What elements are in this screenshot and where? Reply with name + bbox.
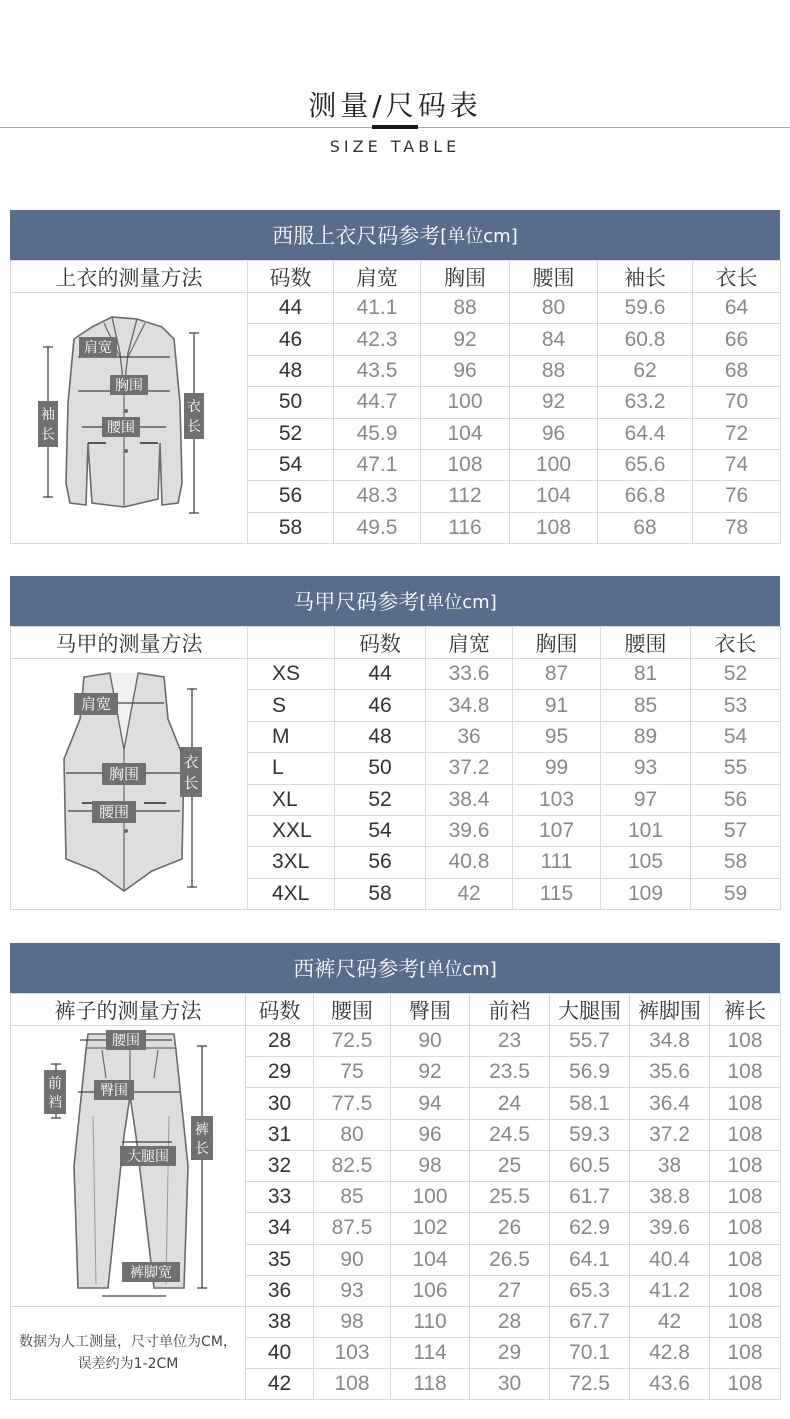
label-rise-1: 前 bbox=[47, 1076, 62, 1092]
size-code: 56 bbox=[335, 847, 426, 878]
table-cell: 23 bbox=[470, 1026, 550, 1057]
table-cell: 112 bbox=[421, 481, 510, 512]
pants-size-table bbox=[10, 993, 781, 1400]
table-cell: 67.7 bbox=[550, 1307, 630, 1338]
table-cell: 102 bbox=[391, 1213, 470, 1244]
table-cell: 47.1 bbox=[334, 449, 421, 480]
size-code: 34 bbox=[246, 1213, 314, 1244]
table-cell: 85 bbox=[601, 690, 691, 721]
table-cell: 58.1 bbox=[550, 1088, 630, 1119]
table-cell: 98 bbox=[391, 1150, 470, 1181]
table-cell: 36 bbox=[426, 721, 513, 752]
size-code: 32 bbox=[246, 1150, 314, 1181]
table-cell: 29 bbox=[470, 1338, 550, 1369]
size-code: 31 bbox=[246, 1119, 314, 1150]
size-code: 29 bbox=[246, 1057, 314, 1088]
column-header: 胸围 bbox=[421, 261, 510, 293]
label-length-2: 长 bbox=[194, 1141, 209, 1157]
table-cell: 66 bbox=[693, 324, 781, 355]
table-cell: 108 bbox=[710, 1026, 781, 1057]
table-cell: 91 bbox=[513, 690, 601, 721]
table-cell: 93 bbox=[601, 753, 691, 784]
size-code: 36 bbox=[246, 1275, 314, 1306]
column-header: 码数 bbox=[248, 261, 334, 293]
table-cell: 90 bbox=[391, 1026, 470, 1057]
label-waist: 腰围 bbox=[98, 803, 129, 821]
label-length-2: 长 bbox=[182, 774, 199, 792]
table-cell: 59.3 bbox=[550, 1119, 630, 1150]
label-sleeve-1: 袖 bbox=[40, 407, 55, 423]
table-cell: 34.8 bbox=[630, 1026, 710, 1057]
pants-unit-text: [单位cm] bbox=[419, 959, 497, 980]
table-cell: 80 bbox=[314, 1119, 391, 1150]
label-hem: 裤脚宽 bbox=[129, 1265, 172, 1281]
size-code: 56 bbox=[248, 481, 334, 512]
column-header: 衣长 bbox=[693, 261, 781, 293]
table-cell: 80 bbox=[510, 293, 598, 324]
table-cell: 105 bbox=[601, 847, 691, 878]
table-cell: 107 bbox=[513, 815, 601, 846]
column-header: 裤长 bbox=[710, 994, 781, 1026]
label-length-1: 衣 bbox=[186, 399, 201, 415]
page-title: 测量/尺码表 bbox=[308, 89, 482, 122]
table-cell: 35.6 bbox=[630, 1057, 710, 1088]
table-cell: 111 bbox=[513, 847, 601, 878]
table-cell: 87.5 bbox=[314, 1213, 391, 1244]
column-header: 肩宽 bbox=[334, 261, 421, 293]
size-code: 50 bbox=[248, 387, 334, 418]
table-cell: 93 bbox=[314, 1275, 391, 1306]
table-cell: 41.1 bbox=[334, 293, 421, 324]
column-header: 前裆 bbox=[470, 994, 550, 1026]
table-cell: 24 bbox=[470, 1088, 550, 1119]
size-code: 42 bbox=[246, 1369, 314, 1400]
table-cell: 57 bbox=[691, 815, 781, 846]
table-cell: 53 bbox=[691, 690, 781, 721]
table-cell: 37.2 bbox=[426, 753, 513, 784]
pants-size-section bbox=[10, 943, 780, 1397]
table-cell: 41.2 bbox=[630, 1275, 710, 1306]
table-cell: 82.5 bbox=[314, 1150, 391, 1181]
size-label: M bbox=[248, 721, 335, 752]
column-header: 裤脚围 bbox=[630, 994, 710, 1026]
pants-section-title bbox=[10, 943, 780, 993]
table-cell: 42 bbox=[630, 1307, 710, 1338]
table-header-row bbox=[11, 261, 781, 293]
column-header: 大腿围 bbox=[550, 994, 630, 1026]
vest-size-table bbox=[10, 626, 781, 910]
table-cell: 38.8 bbox=[630, 1182, 710, 1213]
size-code: 46 bbox=[248, 324, 334, 355]
vest-size-section bbox=[10, 576, 780, 908]
table-cell: 108 bbox=[710, 1057, 781, 1088]
size-label: S bbox=[248, 690, 335, 721]
column-header: 胸围 bbox=[513, 627, 601, 659]
table-cell: 98 bbox=[314, 1307, 391, 1338]
label-rise-2: 裆 bbox=[47, 1095, 62, 1111]
column-header: 衣长 bbox=[691, 627, 781, 659]
column-header: 腰围 bbox=[314, 994, 391, 1026]
size-code: 46 bbox=[335, 690, 426, 721]
table-cell: 59 bbox=[691, 878, 781, 909]
size-label: XXL bbox=[248, 815, 335, 846]
table-cell: 108 bbox=[710, 1213, 781, 1244]
table-cell: 108 bbox=[710, 1088, 781, 1119]
table-cell: 66.8 bbox=[598, 481, 693, 512]
table-cell: 108 bbox=[710, 1182, 781, 1213]
table-cell: 72 bbox=[693, 418, 781, 449]
table-cell: 62.9 bbox=[550, 1213, 630, 1244]
table-cell: 88 bbox=[510, 355, 598, 386]
header-accent-bar bbox=[372, 125, 418, 129]
size-label: XS bbox=[248, 659, 335, 690]
table-cell: 72.5 bbox=[550, 1369, 630, 1400]
label-shoulder: 肩宽 bbox=[83, 340, 112, 356]
table-cell: 92 bbox=[391, 1057, 470, 1088]
column-header bbox=[248, 627, 335, 659]
label-thigh: 大腿围 bbox=[126, 1149, 169, 1165]
table-cell: 39.6 bbox=[630, 1213, 710, 1244]
table-cell: 68 bbox=[693, 355, 781, 386]
vest-measure-diagram bbox=[12, 659, 247, 905]
table-cell: 39.6 bbox=[426, 815, 513, 846]
table-cell: 103 bbox=[513, 784, 601, 815]
table-cell: 95 bbox=[513, 721, 601, 752]
table-cell: 64 bbox=[693, 293, 781, 324]
table-header-row bbox=[11, 994, 781, 1026]
table-cell: 42.3 bbox=[334, 324, 421, 355]
table-cell: 108 bbox=[421, 449, 510, 480]
size-code: 58 bbox=[248, 512, 334, 543]
table-cell: 36.4 bbox=[630, 1088, 710, 1119]
table-cell: 78 bbox=[693, 512, 781, 543]
measurement-note: 数据为人工测量，尺寸单位为CM，误差约为1-2CM bbox=[11, 1307, 246, 1400]
table-cell: 108 bbox=[710, 1275, 781, 1306]
label-sleeve-2: 长 bbox=[40, 427, 55, 443]
label-waist: 腰围 bbox=[111, 1033, 140, 1049]
table-row bbox=[11, 659, 781, 690]
table-cell: 106 bbox=[391, 1275, 470, 1306]
table-cell: 38 bbox=[630, 1150, 710, 1181]
table-cell: 65.3 bbox=[550, 1275, 630, 1306]
pants-diagram-cell bbox=[11, 1026, 246, 1307]
table-cell: 87 bbox=[513, 659, 601, 690]
table-cell: 43.6 bbox=[630, 1369, 710, 1400]
size-code: 54 bbox=[335, 815, 426, 846]
pants-title-text: 西裤尺码参考 bbox=[293, 957, 420, 981]
table-cell: 108 bbox=[710, 1150, 781, 1181]
table-cell: 108 bbox=[710, 1338, 781, 1369]
jacket-unit-text: [单位cm] bbox=[440, 226, 518, 247]
table-cell: 40.8 bbox=[426, 847, 513, 878]
size-label: 3XL bbox=[248, 847, 335, 878]
table-cell: 114 bbox=[391, 1338, 470, 1369]
column-header: 腰围 bbox=[510, 261, 598, 293]
table-cell: 92 bbox=[510, 387, 598, 418]
size-code: 40 bbox=[246, 1338, 314, 1369]
table-cell: 63.2 bbox=[598, 387, 693, 418]
table-header-row bbox=[11, 627, 781, 659]
size-code: 48 bbox=[248, 355, 334, 386]
table-row bbox=[11, 1026, 781, 1057]
size-code: 54 bbox=[248, 449, 334, 480]
size-label: XL bbox=[248, 784, 335, 815]
table-cell: 85 bbox=[314, 1182, 391, 1213]
size-code: 44 bbox=[248, 293, 334, 324]
size-code: 38 bbox=[246, 1307, 314, 1338]
table-cell: 90 bbox=[314, 1244, 391, 1275]
column-header: 码数 bbox=[335, 627, 426, 659]
vest-section-title bbox=[10, 576, 780, 626]
table-cell: 60.5 bbox=[550, 1150, 630, 1181]
column-header: 臀围 bbox=[391, 994, 470, 1026]
table-cell: 92 bbox=[421, 324, 510, 355]
label-hip: 臀围 bbox=[99, 1083, 128, 1099]
jacket-section-title bbox=[10, 210, 780, 260]
table-cell: 110 bbox=[391, 1307, 470, 1338]
table-cell: 23.5 bbox=[470, 1057, 550, 1088]
table-cell: 89 bbox=[601, 721, 691, 752]
table-cell: 96 bbox=[510, 418, 598, 449]
size-code: 28 bbox=[246, 1026, 314, 1057]
column-header: 袖长 bbox=[598, 261, 693, 293]
table-cell: 56.9 bbox=[550, 1057, 630, 1088]
table-cell: 77.5 bbox=[314, 1088, 391, 1119]
table-cell: 75 bbox=[314, 1057, 391, 1088]
size-code: 50 bbox=[335, 753, 426, 784]
table-cell: 59.6 bbox=[598, 293, 693, 324]
table-cell: 81 bbox=[601, 659, 691, 690]
pants-measure-diagram bbox=[12, 1026, 245, 1302]
table-cell: 108 bbox=[710, 1244, 781, 1275]
page-subtitle: SIZE TABLE bbox=[329, 137, 461, 156]
table-cell: 42 bbox=[426, 878, 513, 909]
table-cell: 96 bbox=[421, 355, 510, 386]
method-header: 马甲的测量方法 bbox=[11, 627, 248, 659]
table-cell: 58 bbox=[691, 847, 781, 878]
table-cell: 44.7 bbox=[334, 387, 421, 418]
table-cell: 108 bbox=[314, 1369, 391, 1400]
label-chest: 胸围 bbox=[108, 765, 139, 783]
table-cell: 42.8 bbox=[630, 1338, 710, 1369]
table-cell: 62 bbox=[598, 355, 693, 386]
table-cell: 104 bbox=[510, 481, 598, 512]
table-cell: 100 bbox=[510, 449, 598, 480]
table-cell: 116 bbox=[421, 512, 510, 543]
size-code: 33 bbox=[246, 1182, 314, 1213]
table-cell: 108 bbox=[510, 512, 598, 543]
table-cell: 49.5 bbox=[334, 512, 421, 543]
size-code: 35 bbox=[246, 1244, 314, 1275]
table-cell: 38.4 bbox=[426, 784, 513, 815]
table-cell: 104 bbox=[421, 418, 510, 449]
vest-unit-text: [单位cm] bbox=[419, 592, 497, 613]
table-row bbox=[11, 1307, 781, 1338]
jacket-diagram-cell bbox=[11, 293, 248, 544]
column-header: 码数 bbox=[246, 994, 314, 1026]
table-cell: 70.1 bbox=[550, 1338, 630, 1369]
table-cell: 48.3 bbox=[334, 481, 421, 512]
table-cell: 26.5 bbox=[470, 1244, 550, 1275]
table-cell: 25.5 bbox=[470, 1182, 550, 1213]
jacket-measure-diagram bbox=[12, 293, 247, 539]
table-cell: 97 bbox=[601, 784, 691, 815]
table-cell: 72.5 bbox=[314, 1026, 391, 1057]
vest-diagram-cell bbox=[11, 659, 248, 910]
table-cell: 108 bbox=[710, 1119, 781, 1150]
table-cell: 55 bbox=[691, 753, 781, 784]
table-cell: 43.5 bbox=[334, 355, 421, 386]
table-row bbox=[11, 293, 781, 324]
table-cell: 88 bbox=[421, 293, 510, 324]
table-cell: 64.4 bbox=[598, 418, 693, 449]
table-cell: 94 bbox=[391, 1088, 470, 1119]
size-code: 30 bbox=[246, 1088, 314, 1119]
table-cell: 52 bbox=[691, 659, 781, 690]
label-length-1: 衣 bbox=[182, 753, 199, 771]
table-cell: 34.8 bbox=[426, 690, 513, 721]
label-length-1: 裤 bbox=[194, 1122, 209, 1138]
label-waist: 腰围 bbox=[106, 420, 135, 436]
table-cell: 60.8 bbox=[598, 324, 693, 355]
table-cell: 37.2 bbox=[630, 1119, 710, 1150]
table-cell: 96 bbox=[391, 1119, 470, 1150]
table-cell: 84 bbox=[510, 324, 598, 355]
size-label: 4XL bbox=[248, 878, 335, 909]
table-cell: 25 bbox=[470, 1150, 550, 1181]
table-cell: 101 bbox=[601, 815, 691, 846]
table-cell: 64.1 bbox=[550, 1244, 630, 1275]
table-cell: 61.7 bbox=[550, 1182, 630, 1213]
table-cell: 56 bbox=[691, 784, 781, 815]
table-cell: 65.6 bbox=[598, 449, 693, 480]
method-header: 上衣的测量方法 bbox=[11, 261, 248, 293]
table-cell: 104 bbox=[391, 1244, 470, 1275]
table-cell: 100 bbox=[421, 387, 510, 418]
table-cell: 54 bbox=[691, 721, 781, 752]
table-cell: 68 bbox=[598, 512, 693, 543]
table-cell: 26 bbox=[470, 1213, 550, 1244]
label-chest: 胸围 bbox=[114, 378, 143, 394]
table-cell: 74 bbox=[693, 449, 781, 480]
table-cell: 109 bbox=[601, 878, 691, 909]
jacket-size-table bbox=[10, 260, 781, 544]
jacket-title-text: 西服上衣尺码参考 bbox=[272, 224, 441, 248]
size-code: 44 bbox=[335, 659, 426, 690]
table-cell: 27 bbox=[470, 1275, 550, 1306]
table-cell: 115 bbox=[513, 878, 601, 909]
size-code: 52 bbox=[335, 784, 426, 815]
column-header: 肩宽 bbox=[426, 627, 513, 659]
table-cell: 33.6 bbox=[426, 659, 513, 690]
label-shoulder: 肩宽 bbox=[80, 695, 111, 713]
size-code: 58 bbox=[335, 878, 426, 909]
table-cell: 28 bbox=[470, 1307, 550, 1338]
table-cell: 30 bbox=[470, 1369, 550, 1400]
table-cell: 55.7 bbox=[550, 1026, 630, 1057]
table-cell: 118 bbox=[391, 1369, 470, 1400]
table-cell: 99 bbox=[513, 753, 601, 784]
table-cell: 103 bbox=[314, 1338, 391, 1369]
method-header: 裤子的测量方法 bbox=[11, 994, 246, 1026]
size-label: L bbox=[248, 753, 335, 784]
table-cell: 40.4 bbox=[630, 1244, 710, 1275]
size-code: 52 bbox=[248, 418, 334, 449]
column-header: 腰围 bbox=[601, 627, 691, 659]
table-cell: 45.9 bbox=[334, 418, 421, 449]
jacket-size-section bbox=[10, 210, 780, 542]
table-cell: 108 bbox=[710, 1307, 781, 1338]
vest-title-text: 马甲尺码参考 bbox=[293, 590, 420, 614]
table-cell: 100 bbox=[391, 1182, 470, 1213]
label-length-2: 长 bbox=[186, 419, 201, 435]
table-cell: 24.5 bbox=[470, 1119, 550, 1150]
table-cell: 70 bbox=[693, 387, 781, 418]
size-code: 48 bbox=[335, 721, 426, 752]
table-cell: 108 bbox=[710, 1369, 781, 1400]
table-cell: 76 bbox=[693, 481, 781, 512]
